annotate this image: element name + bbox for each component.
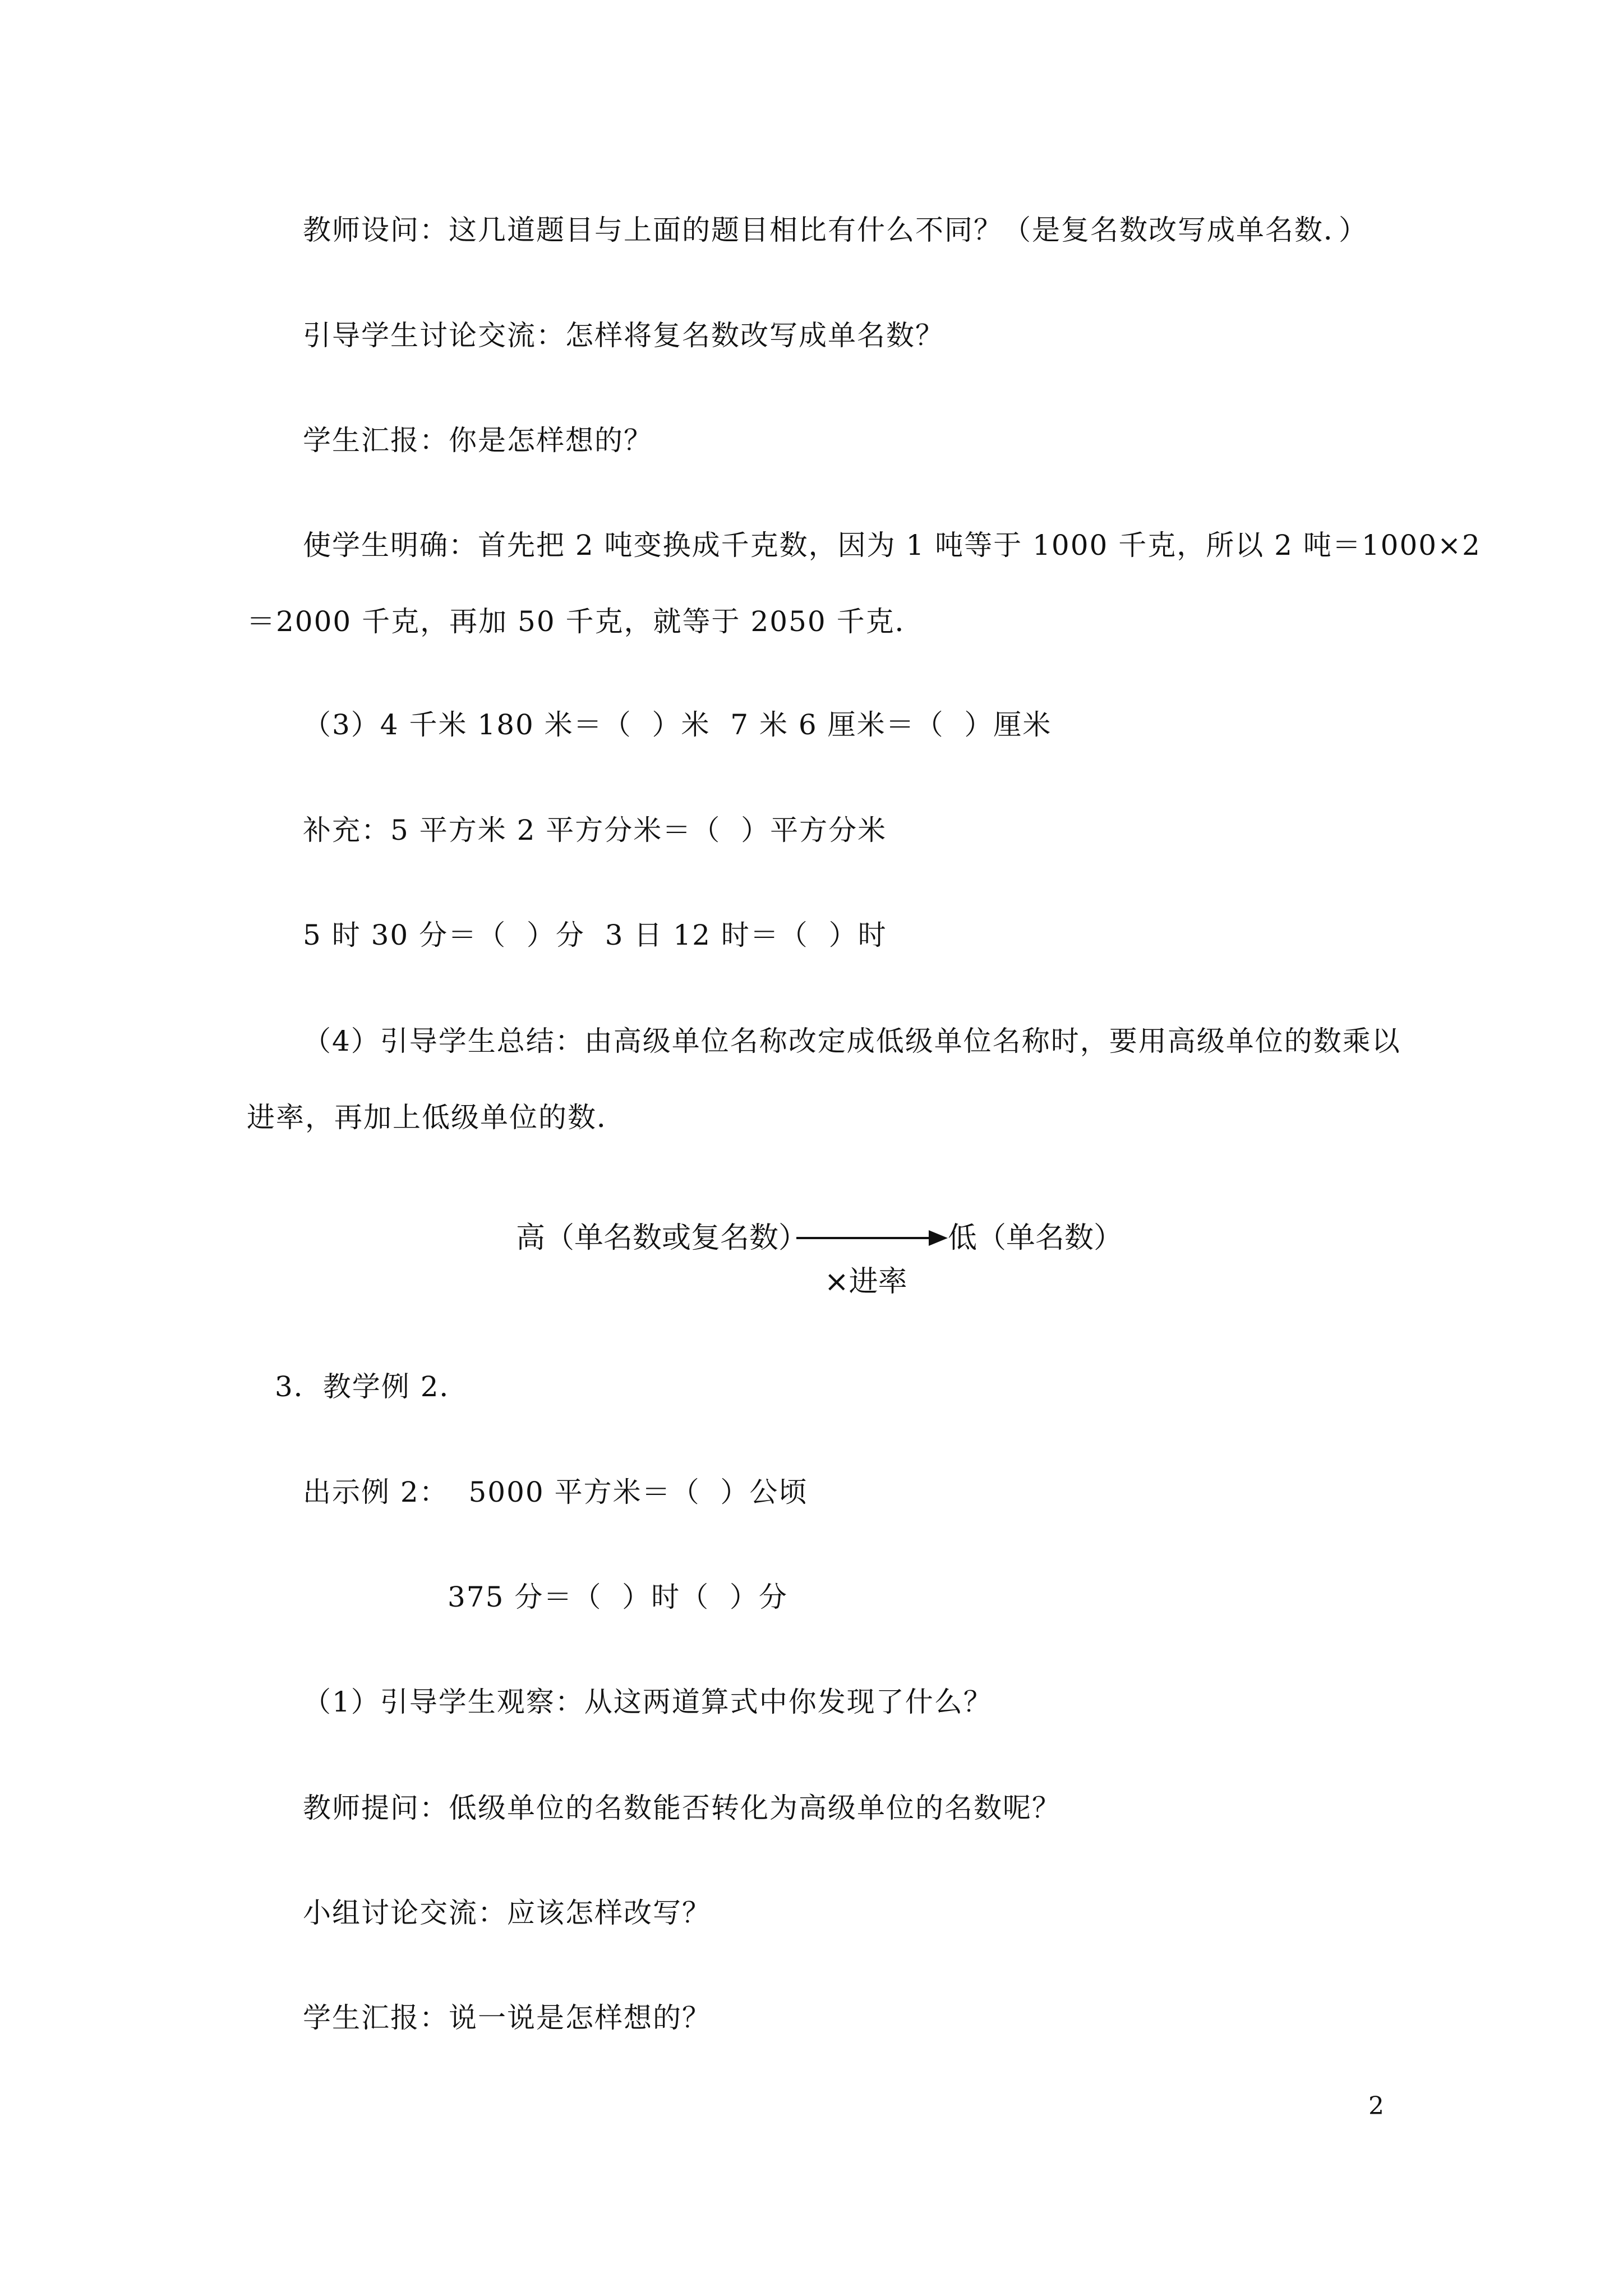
page-number: 2 [1368, 2092, 1384, 2120]
right-arrow-icon [796, 1226, 948, 1250]
diagram-low-label: 低（单名数） [948, 1221, 1123, 1255]
group-discussion: 小组讨论交流：应该怎样改写？ [303, 1897, 711, 1929]
exercise-time: 5 时 30 分＝（ ）分 3 日 12 时＝（ ）时 [303, 919, 887, 951]
paragraph-guide-discussion: 引导学生讨论交流：怎样将复名数改写成单名数？ [303, 319, 944, 352]
example2-line1: 出示例 2： 5000 平方米＝（ ）公顷 [303, 1476, 808, 1508]
conversion-diagram [516, 1209, 1133, 1310]
student-report-2: 学生汇报：说一说是怎样想的？ [303, 2001, 711, 2034]
teacher-asks: 教师提问：低级单位的名数能否转化为高级单位的名数呢？ [303, 1792, 1061, 1824]
paragraph-clarify-line2: ＝2000 千克，再加 50 千克，就等于 2050 千克． [247, 605, 924, 638]
diagram-rate-label: ×进率 [824, 1265, 907, 1299]
paragraph-clarify-line1: 使学生明确：首先把 2 吨变换成千克数，因为 1 吨等于 1000 千克，所以 2 吨＝1000×2 [303, 529, 1481, 562]
exercise-3: （3）4 千米 180 米＝（ ）米 7 米 6 厘米＝（ ）厘米 [303, 708, 1052, 741]
summary-line1: （4）引导学生总结：由高级单位名称改定成低级单位名称时，要用高级单位的数乘以 [303, 1025, 1401, 1057]
section-heading-example2: 3．教学例 2． [275, 1370, 469, 1403]
diagram-high-label: 高（单名数或复名数） [516, 1221, 808, 1255]
summary-line2: 进率，再加上低级单位的数． [247, 1101, 626, 1134]
example2-line2: 375 分＝（ ）时（ ）分 [448, 1581, 788, 1613]
paragraph-student-report: 学生汇报：你是怎样想的？ [303, 424, 653, 457]
exercise-supplement: 补充：5 平方米 2 平方分米＝（ ）平方分米 [303, 814, 887, 846]
paragraph-teacher-question: 教师设问：这几道题目与上面的题目相比有什么不同？（是复名数改写成单名数．） [303, 214, 1368, 246]
observe-question: （1）引导学生观察：从这两道算式中你发现了什么？ [303, 1686, 993, 1718]
